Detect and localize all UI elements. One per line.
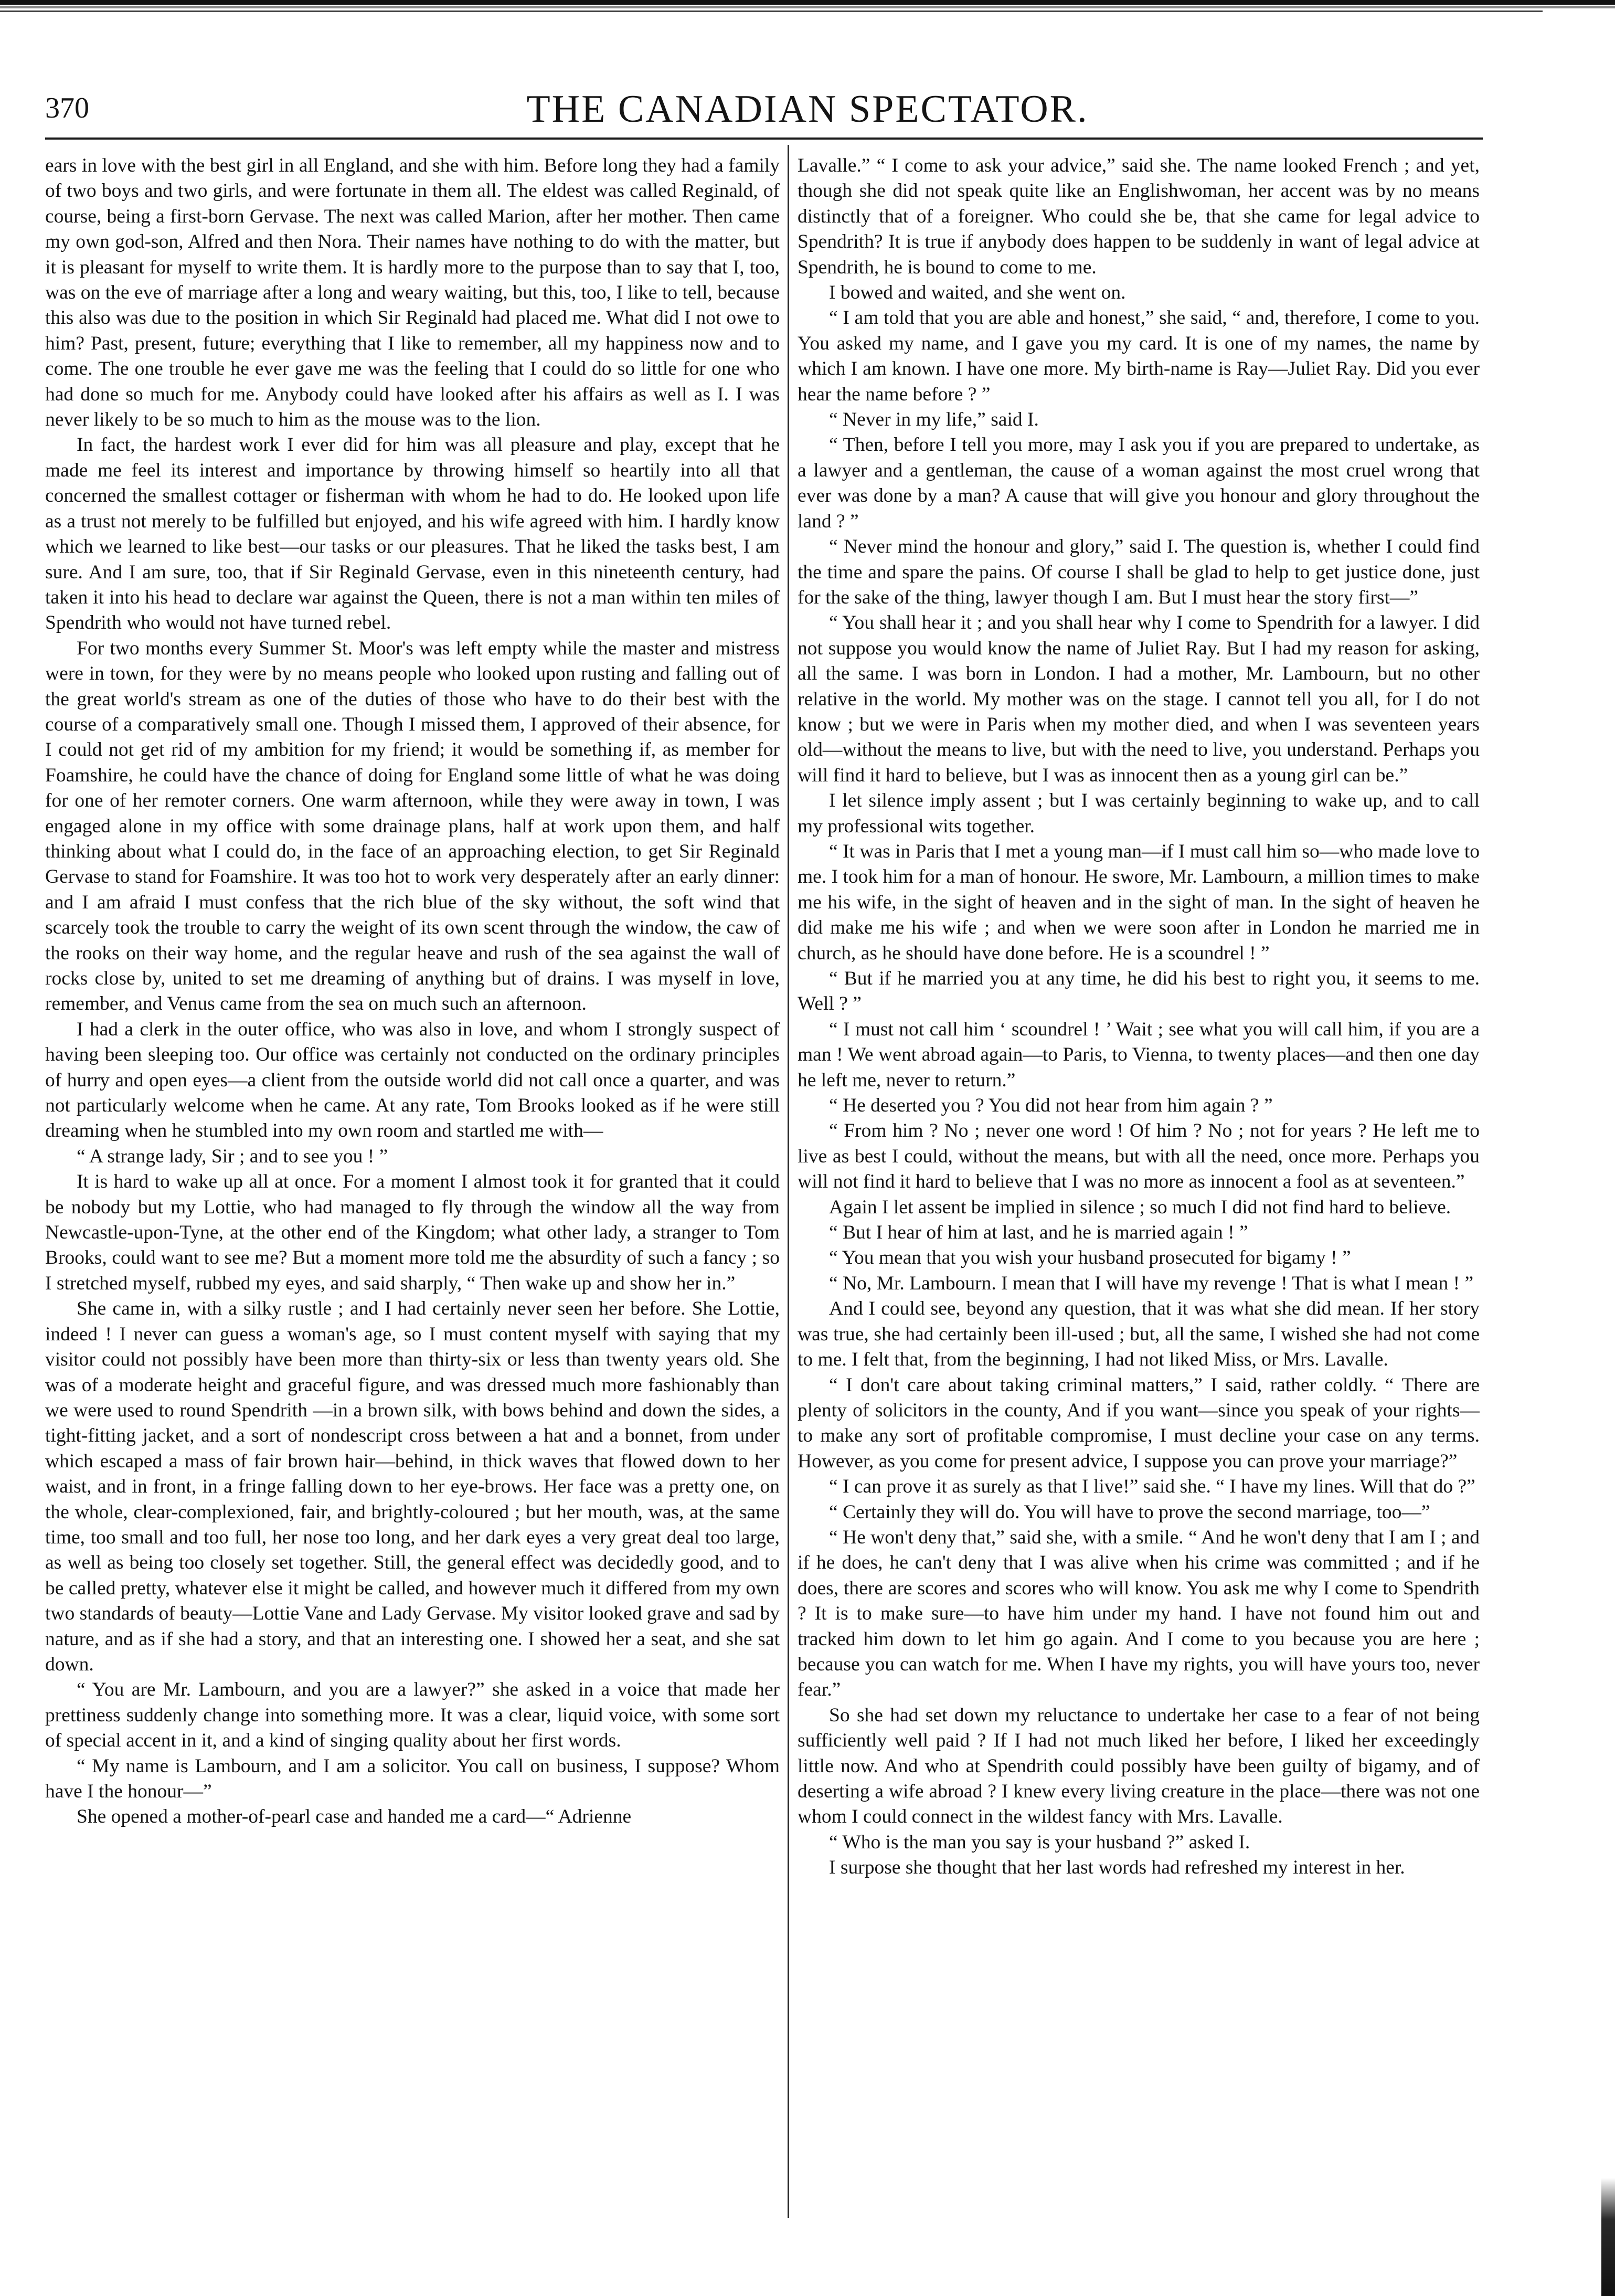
- paragraph: “ He won't deny that,” said she, with a smile. “ And he won't deny that I am I ; and if he does, he can't deny that I was alive when his crime was committed ; and if he does, there are scores and scores who will know. You ask me why I come to Spendrith ? It is to make sure—to have him under my hand. I have not found him out and tracked him down to let him go again. And I come to you because you are here ; because you can watch for me. When I have my rights, you will have yours too, never fear.”: [798, 1526, 1480, 1701]
- paragraph: I bowed and waited, and she went on.: [829, 282, 1126, 304]
- page-number: 370: [45, 92, 89, 124]
- paragraph: “ You shall hear it ; and you shall hear why I come to Spendrith for a lawyer. I did not suppose you would know the name of Juliet Ray. But I had my reason for asking, all the same. I was born in London. I had a mother, Mr. Lambourn, but no other relative in the world. My mother was on the stage. I cannot tell you all, for I do not know ; but we were in Paris when my mother died, and when I was seventeen years old—without the means to live, but with the need to live, you understand. Perhaps you will find it hard to believe, but I was as innocent then as a young girl can be.”: [798, 612, 1480, 786]
- paragraph: “ Then, before I tell you more, may I ask you if you are prepared to undertake, as a lawyer and a gentleman, the cause of a woman against the most cruel wrong that ever was done by a man? A cause that will give you honour and glory throughout the land ? ”: [798, 434, 1480, 532]
- paragraph: “ A strange lady, Sir ; and to see you ! ”: [77, 1145, 388, 1167]
- paragraph: Lavalle.” “ I come to ask your advice,” said she. The name looked French ; and yet, though she did not speak quite like an Englishwoman, her accent was by no means distinctly that of a foreigner. Who could she be, that she came for legal advice to Spendrith? It is true if anybody does happen to be suddenly in want of legal advice at Spendrith, he is bound to come to me.: [798, 155, 1480, 278]
- paragraph: Again I let assent be implied in silence ; so much I did not find hard to believe.: [829, 1196, 1451, 1218]
- paragraph: “ You mean that you wish your husband prosecuted for bigamy ! ”: [829, 1247, 1351, 1269]
- paragraph: I let silence imply assent ; but I was certainly beginning to wake up, and to call my professional wits together.: [798, 790, 1480, 837]
- paragraph: I had a clerk in the outer office, who was also in love, and whom I strongly suspect of having been sleeping too. Our office was certainly not conducted on the ordinary principles of hurry and open eyes—a client from the outside world did not call once a quarter, and was not particularly welcome when he came. At any rate, Tom Brooks looked as if he were still dreaming when he stumbled into my own room and startled me with—: [45, 1018, 780, 1142]
- left-column: [45, 153, 780, 2221]
- right-column: [798, 153, 1480, 2221]
- paragraph: So she had set down my reluctance to undertake her case to a fear of not being sufficiently well paid ? If I had not much liked her before, I liked her exceedingly little now. And who at Spendrith could possibly have been guilty of bigamy, and of deserting a wife abroad ? I knew every living creature in the place—there was not one whom I could connect in the wildest fancy with Mrs. Lavalle.: [798, 1704, 1480, 1828]
- paragraph: “ My name is Lambourn, and I am a solicitor. You call on business, I suppose? Whom have I the honour—”: [45, 1755, 780, 1802]
- paragraph: “ But if he married you at any time, he did his best to right you, it seems to me. Well ? ”: [798, 968, 1480, 1015]
- column-divider: [788, 145, 789, 2218]
- paragraph: In fact, the hardest work I ever did for him was all pleasure and play, except that he made me feel its interest and importance by throwing himself so heartily into all that concerned the smallest cottager or fisherman with whom he had to do. He looked upon life as a trust not merely to be fulfilled but enjoyed, and his wife agreed with him. I hardly know which we learned to like best—our tasks or our pleasures. That he liked the tasks best, I am sure. And I am sure, too, that if Sir Reginald Gervase, even in this nineteenth century, had taken it into his head to declare war against the Queen, there is not a man within ten miles of Spendrith who would not have turned rebel.: [45, 434, 780, 634]
- paragraph: “ I can prove it as surely as that I live!” said she. “ I have my lines. Will that do ?”: [829, 1476, 1475, 1498]
- paragraph: “ No, Mr. Lambourn. I mean that I will have my revenge ! That is what I mean ! ”: [829, 1272, 1474, 1294]
- top-border-rule-thin: [0, 10, 1543, 12]
- paragraph: “ From him ? No ; never one word ! Of him ? No ; not for years ? He left me to live as best I could, without the means, but with all the need, once more. Perhaps you will not find it hard to believe that I was no more as innocent a fool as at seventeen.”: [798, 1120, 1480, 1193]
- publication-title: THE CANADIAN SPECTATOR.: [526, 88, 1089, 131]
- paragraph: She came in, with a silky rustle ; and I had certainly never seen her before. She Lottie, indeed ! I never can guess a woman's age, so I must content myself with saying that my visitor could not possibly have been more than thirty-six or less than twenty years old. She was of a moderate height and graceful figure, and was dressed much more fashionably than we were used to round Spendrith —in a brown silk, with bows behind and down the sides, a tight-fitting jacket, and a sort of nondescript cross between a hat and a bonnet, from under which escaped a mass of fair brown hair—behind, in thick waves that flowed down to her waist, and in front, in a fringe falling down to her eye-brows. Her face was a pretty one, on the whole, clear-complexioned, fair, and brightly-coloured ; but her mouth, was, at the same time, too small and too full, her nose too long, and her dark eyes a very great deal too large, as well as being too closely set together. Still, the general effect was decidedly good, and to be called pretty, whatever else it might be called, and however much it differed from my own two standards of beauty—Lottie Vane and Lady Gervase. My visitor looked grave and sad by nature, and as if she had a story, and that an interesting one. I showed her a seat, and she sat down.: [45, 1298, 780, 1675]
- paragraph: And I could see, beyond any question, that it was what she did mean. If her story was true, she had certainly been ill-used ; but, all the same, I wished she had not come to me. I felt that, from the beginning, I had not liked Miss, or Mrs. Lavalle.: [798, 1298, 1480, 1371]
- paragraph: “ Never in my life,” said I.: [829, 409, 1039, 431]
- paragraph: “ It was in Paris that I met a young man—if I must call him so—who made love to me. I took him for a man of honour. He swore, Mr. Lambourn, a million times to make me his wife, in the sight of heaven and in the sight of man. In the sight of heaven he did make me his wife ; and when we were soon after in London he married me in church, as he should have done before. He is a scoundrel ! ”: [798, 840, 1480, 964]
- binding-edge-mark: [1601, 2178, 1615, 2296]
- paragraph: “ Who is the man you say is your husband ?” asked I.: [829, 1831, 1250, 1853]
- paragraph: “ He deserted you ? You did not hear from him again ? ”: [829, 1095, 1273, 1117]
- paragraph: “ Certainly they will do. You will have to prove the second marriage, too—”: [829, 1501, 1430, 1523]
- header-rule: [45, 137, 1483, 140]
- paragraph: “ But I hear of him at last, and he is married again ! ”: [829, 1222, 1248, 1244]
- paragraph: It is hard to wake up all at once. For a moment I almost took it for granted that it could be nobody but my Lottie, who had managed to fly through the window all the way from Newcastle-upon-Tyne, at the other end of the Kingdom; what other lady, a stranger to Tom Brooks, could want to see me? But a moment more told me the absurdity of such a fancy ; so I stretched myself, rubbed my eyes, and said sharply, “ Then wake up and show her in.”: [45, 1171, 780, 1294]
- paragraph: “ I am told that you are able and honest,” she said, “ and, therefore, I come to you. You asked my name, and I gave you my card. It is one of my names, the name by which I am known. I have one more. My birth-name is Ray—Juliet Ray. Did you ever hear the name before ? ”: [798, 307, 1480, 405]
- paragraph: “ I don't care about taking criminal matters,” I said, rather coldly. “ There are plenty of solicitors in the county, And if you want—since you speak of your rights—to make any sort of profitable compromise, I must decline your case on any terms. However, as you come for present advice, I suppose you can prove your marriage?”: [798, 1374, 1480, 1472]
- paragraph: I surpose she thought that her last words had refreshed my interest in her.: [829, 1857, 1405, 1879]
- paragraph: “ You are Mr. Lambourn, and you are a lawyer?” she asked in a voice that made her prettiness suddenly change into something more. It was a clear, liquid voice, with some sort of special accent in it, and a kind of singing quality about her first words.: [45, 1679, 780, 1752]
- paragraph: ears in love with the best girl in all England, and she with him. Before long they had a family of two boys and two girls, and were fortunate in them all. The eldest was called Reginald, of course, being a first-born Gervase. The next was called Marion, after her mother. Then came my own god-son, Alfred and then Nora. Their names have nothing to do with the matter, but it is pleasant for myself to write them. It is hardly more to the purpose than to say that I, too, was on the eve of marriage after a long and weary waiting, but this, too, I like to tell, because this also was due to the position in which Sir Reginald had placed me. What did I not owe to him? Past, present, future; everything that I like to remember, all my happiness now and to come. The one trouble he ever gave me was the feeling that I could do so little for one who had done so much for me. Anybody could have looked after his affairs as well as I. I was never likely to be so much to him as the mouse was to the lion.: [45, 155, 780, 431]
- top-border-rule: [0, 0, 1615, 5]
- paragraph: She opened a mother-of-pearl case and handed me a card—“ Adrienne: [77, 1806, 632, 1828]
- top-border-rule-gray: [0, 6, 1615, 8]
- paragraph: “ I must not call him ‘ scoundrel ! ’ Wait ; see what you will call him, if you are a man ! We went abroad again—to Paris, to Vienna, to twenty places—and then one day he left me, never to return.”: [798, 1018, 1480, 1091]
- paragraph: For two months every Summer St. Moor's was left empty while the master and mistress were in town, for they were by no means people who looked upon rusting and falling out of the great world's stream as one of the duties of those who have to do their best with the course of a comparatively small one. Though I missed them, I approved of their absence, for I could not get rid of my ambition for my friend; it would be something if, as member for Foamshire, he could have the chance of doing for England some little of what he was doing for one of her remoter corners. One warm afternoon, while they were away in town, I was engaged alone in my office with some drainage plans, half at work upon them, and half thinking about what I could do, in the face of an approaching election, to get Sir Reginald Gervase to stand for Foamshire. It was too hot to work very desperately after an early dinner: and I am afraid I must confess that the rich blue of the sky without, the soft wind that scarcely took the trouble to carry the weight of its own scent through the window, the caw of the rooks on their way home, and the regular heave and rush of the sea against the wall of rocks close by, united to set me dreaming of anything but of drains. I was myself in love, remember, and Venus came from the sea on much such an afternoon.: [45, 637, 780, 1015]
- paragraph: “ Never mind the honour and glory,” said I. The question is, whether I could find the time and spare the pains. Of course I shall be glad to help to get justice done, just for the sake of the thing, lawyer though I am. But I must hear the story first—”: [798, 536, 1480, 608]
